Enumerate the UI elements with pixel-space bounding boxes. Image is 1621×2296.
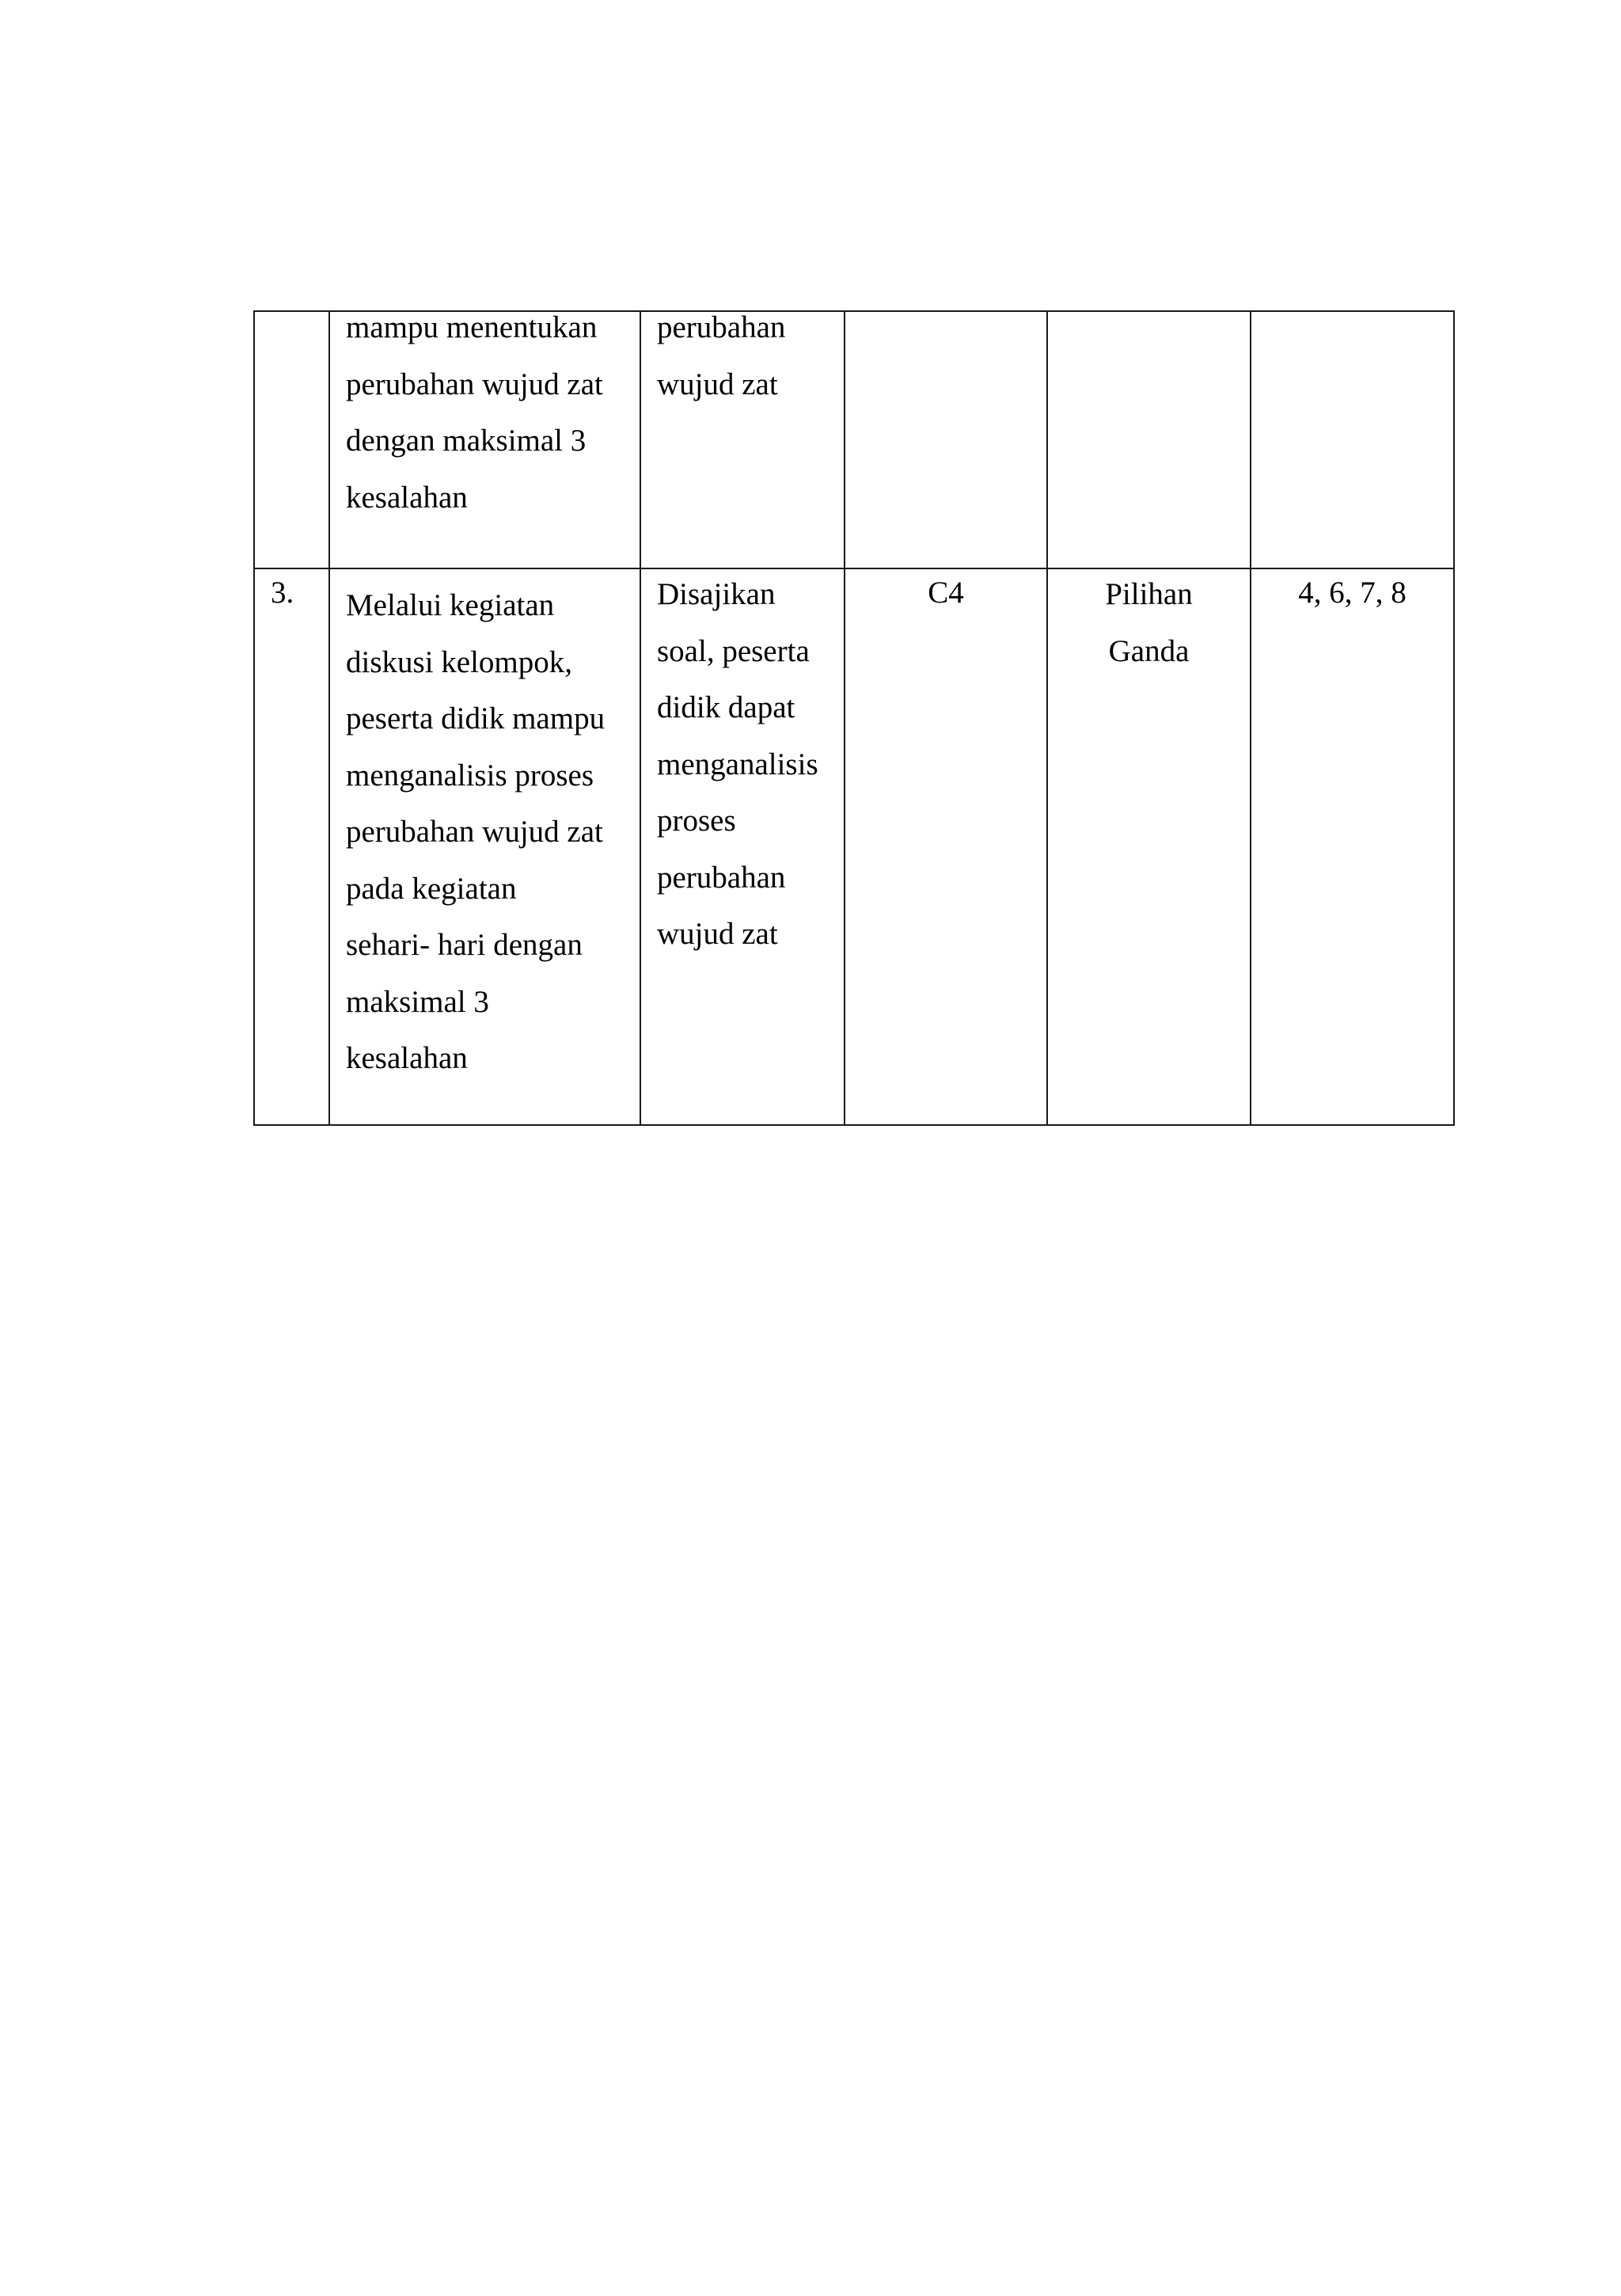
item-numbers-cell	[1251, 568, 1454, 1125]
item-numbers-cell	[1251, 311, 1454, 568]
item-numbers-text: 4, 6, 7, 8	[1298, 576, 1407, 610]
cognitive-level-cell	[845, 311, 1047, 568]
objective-cell	[329, 311, 640, 568]
number-cell	[254, 568, 329, 1125]
cognitive-level-cell	[845, 568, 1047, 1125]
assessment-grid-table	[253, 310, 1455, 1126]
indicator-cell	[640, 568, 845, 1125]
indicator-text: Disajikan soal, peserta didik dapat menganalisis proses perubahan wujud zat	[657, 577, 818, 951]
question-type-text: Pilihan Ganda	[1105, 577, 1193, 668]
table-row	[254, 311, 1454, 568]
objective-text: Melalui kegiatan diskusi kelompok, peserta didik mampu menganalisis proses perubahan wujud zat pada kegiatan sehari- hari dengan maksimal 3 kesalahan	[346, 588, 606, 1075]
cognitive-level-text: C4	[928, 576, 964, 610]
row-number: 3.	[271, 576, 294, 610]
indicator-text: perubahan wujud zat	[657, 310, 786, 401]
objective-text: mampu menentukan perubahan wujud zat dengan maksimal 3 kesalahan	[346, 310, 603, 515]
number-cell	[254, 311, 329, 568]
question-type-cell	[1047, 568, 1251, 1125]
table-row	[254, 568, 1454, 1125]
indicator-cell	[640, 311, 845, 568]
question-type-cell	[1047, 311, 1251, 568]
objective-cell	[329, 568, 640, 1125]
